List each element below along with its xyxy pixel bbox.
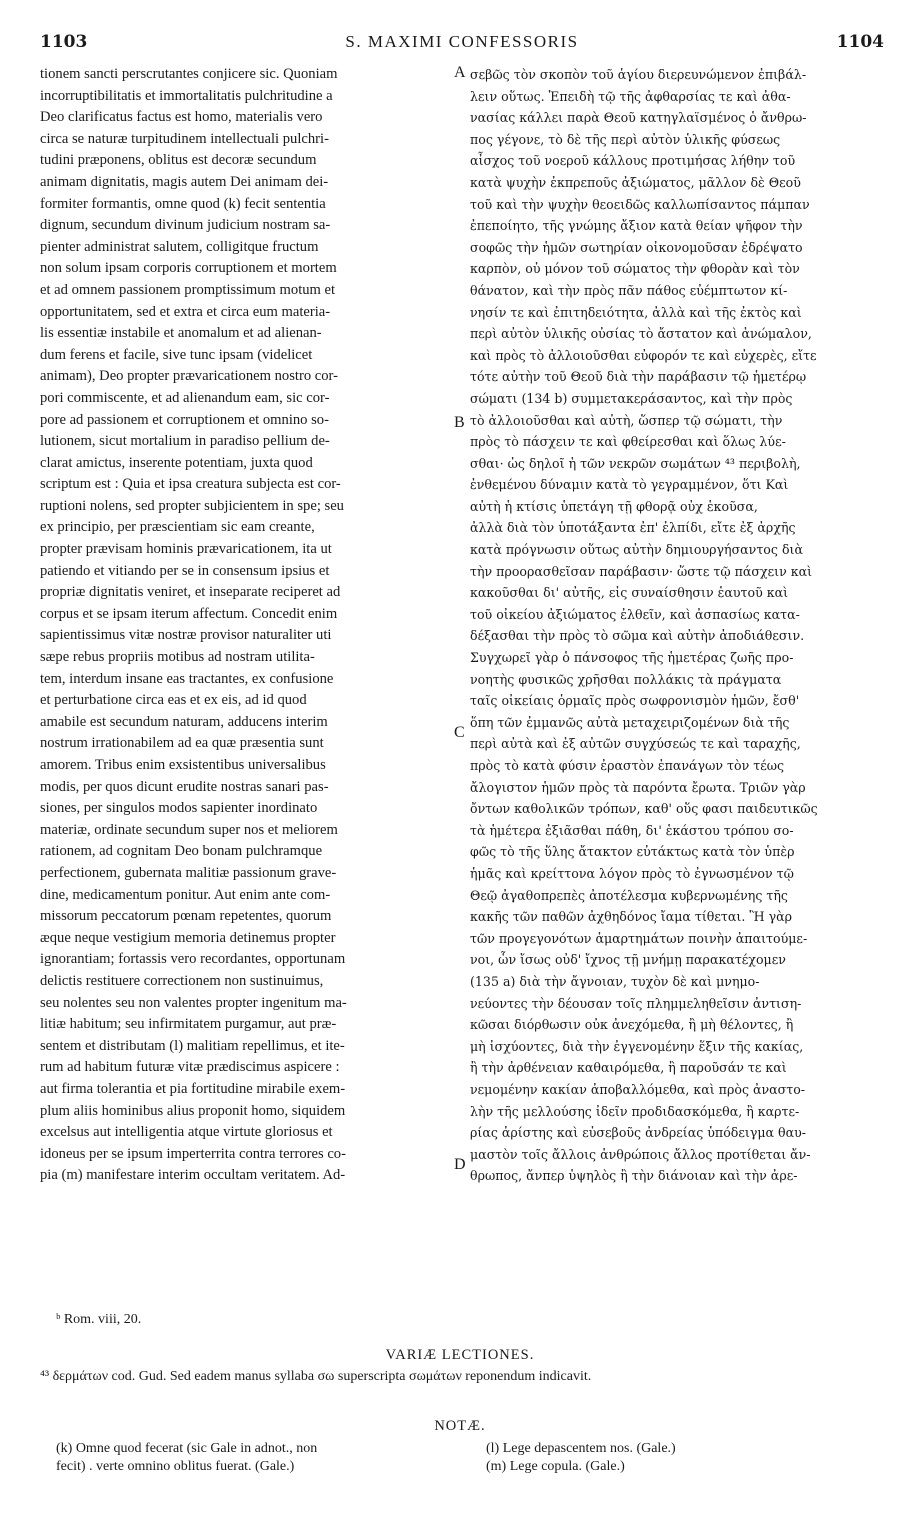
greek-text-line: νοι, ὧν ἴσως οὐδ' ἴχνος τῇ μνήμῃ παρακατέχομεν xyxy=(470,952,786,968)
greek-text-line: ἡμᾶς καὶ κρείττονα λόγον πρὸς τὸ ἐγνωσμένον τῷ xyxy=(470,865,794,881)
latin-text-line: materiæ, ordinate secundum super nos et meliorem xyxy=(40,821,338,838)
latin-text-line: pia (m) manifestare interim occultam veritatem. Ad- xyxy=(40,1167,346,1184)
greek-text-line: κακῆς τῶν παθῶν ἀχθηδόνος ἴαμα τίθεται. Ἢ γὰρ xyxy=(470,909,793,925)
greek-text-line: δέξασθαι τὴν πρὸς τὸ σῶμα καὶ αὐτὴν ἀποδιάθεσιν. xyxy=(470,628,805,644)
greek-text-line: νοητὴς φυσικῶς χρῆσθαι πολλάκις τὰ πράγματα xyxy=(470,671,782,687)
latin-text-line: tudini præponens, oblitus est decoræ secundum xyxy=(40,152,317,169)
latin-text-line: scriptum est : Quia et ipsa creatura subjecta est cor- xyxy=(40,476,341,493)
latin-text-line: dine, medicamentum ponitur. Aut enim ante com- xyxy=(40,886,331,903)
greek-text-line: καὶ πρὸς τὸ ἀλλοιοῦσθαι εὐφορόν τε καὶ εὐχερὲς, εἴτε xyxy=(470,347,817,363)
notae-left-column xyxy=(56,1440,436,1476)
greek-text-line: σεβῶς τὸν σκοπὸν τοῦ ἁγίου διερευνώμενον ἐπιβάλ- xyxy=(470,67,807,82)
greek-text-line: θρωπος, ἄνπερ ὑψηλὸς ἢ τὴν διάνοιαν καὶ τὴν ἀρε- xyxy=(470,1168,798,1184)
latin-text-line: rum ad habitum futuræ vitæ prædiscimus aspicere : xyxy=(40,1059,340,1076)
latin-text-line: et ad omnem passionem promptissimum motum et xyxy=(40,281,336,298)
latin-text-line: idoneus per se ipsum imperterrita contra terrores co- xyxy=(40,1145,346,1162)
greek-text-line: ἀλλὰ διὰ τὸν ὑποτάξαντα ἐπ' ἐλπίδι, εἴτε ἐξ ἀρχῆς xyxy=(470,520,796,536)
greek-text-line: περὶ αὐτὰ καὶ ἐξ αὐτῶν συγχύσεώς τε καὶ ταραχῆς, xyxy=(470,736,801,752)
greek-text-line: ἢ τὴν ἀρθένειαν καθαιρόμεθα, ἢ παροῦσάν τε καὶ xyxy=(470,1060,787,1076)
notae-right-column xyxy=(486,1440,866,1476)
greek-text-line: νησίν τε καὶ ἐπιτηδειότητα, ἀλλὰ καὶ τῆς ἐκτὸς καὶ xyxy=(470,304,802,320)
greek-text-line: μὴ ἰσχύοντες, διὰ τὴν ἐγγενομένην ἕξιν τῆς κακίας, xyxy=(470,1038,804,1054)
greek-text-line: ἐπεποίητο, τῆς γνώμης ἄξιον κατὰ θείαν ψῆφον τὴν xyxy=(470,218,803,234)
latin-text-line: pore ad passionem et corruptionem et omnino so- xyxy=(40,411,329,428)
greek-text-line: κῶσαι διόρθωσιν οὐκ ἀνεχόμεθα, ἢ μὴ θέλοντες, ἢ xyxy=(470,1017,794,1033)
section-letter-b: B xyxy=(454,414,465,431)
greek-text-line: κατὰ ψυχὴν ἐκπρεποῦς ἀξιώματος, μᾶλλον δὲ Θεοῦ xyxy=(470,174,801,190)
greek-text-line: ταῖς οἰκείαις ὁρμαῖς πρὸς σωφρονισμὸν ἡμῶν, ἔσθ' xyxy=(470,693,800,709)
latin-text-line: Deo clarificatus factus est homo, materialis vero xyxy=(40,109,323,126)
latin-text-line: non solum ipsam corporis corruptionem et mortem xyxy=(40,260,337,277)
latin-text-line: siones, per singulos modos sapienter inordinato xyxy=(40,800,318,817)
latin-text-line: ruptioni nolens, sed propter subjicientem in spe; seu xyxy=(40,497,344,514)
greek-text-line: αὐτὴ ἡ κτίσις ὑπετάγη τῇ φθορᾷ οὐχ ἑκοῦσα, xyxy=(470,498,758,514)
latin-text-line: nostrum irrationabilem ad ea quæ præsentia sunt xyxy=(40,735,324,752)
latin-text-line: dignum, secundum divinum judicium nostram sa- xyxy=(40,217,331,234)
latin-text-line: seu nolentes seu non valentes propter ingenitum ma- xyxy=(40,994,347,1011)
latin-text-line: ignorantiam; fortassis vero recordantes, opportunam xyxy=(40,951,346,968)
greek-text-line: φῶς τὸ τῆς ὕλης ἄτακτον εὐτάκτως κατὰ τὸν ὑπὲρ xyxy=(470,844,795,860)
running-title: S. MAXIMI CONFESSORIS xyxy=(345,32,579,51)
greek-text-line: ὄντων καθολικῶν τρόπων, καθ' οὕς φασι παιδευτικῶς xyxy=(470,801,818,817)
latin-text-line: sæpe rebus propriis motibus ad nostram utilita- xyxy=(40,649,315,666)
note-line: (k) Omne quod fecerat (sic Gale in adnot., non xyxy=(56,1441,318,1456)
greek-text-line: τοῦ καὶ τὴν ψυχὴν θεοειδῶς καλλωπίσαντος πάμπαν xyxy=(470,196,810,212)
latin-text-line: rationem, ad cognitam Deo bonam pulchramque xyxy=(40,843,323,860)
greek-text-line: τότε αὐτὴν τοῦ Θεοῦ διὰ τὴν παράβασιν τῷ ἡμετέρῳ xyxy=(470,369,807,385)
latin-text-line: lutionem, sicut mortalium in paradiso pellium de- xyxy=(40,433,330,450)
note-line: (m) Lege copula. (Gale.) xyxy=(486,1459,625,1474)
greek-text-line: Θεῷ ἀγαθοπρεπὲς ἀποτέλεσμα κυβερνωμένης τῆς xyxy=(470,887,788,903)
greek-text-line: λὴν τῆς μελλούσης ἰδεῖν προδιδασκόμεθα, ἢ καρτε- xyxy=(470,1103,800,1119)
latin-text-line: plum aliis hominibus alius proponit homo, siquidem xyxy=(40,1102,346,1119)
greek-text-line: πρὸς τὸ πάσχειν τε καὶ φθείρεσθαι καὶ ὅλως λύε- xyxy=(470,434,786,450)
greek-text-line: (135 a) διὰ τὴν ἄγνοιαν, τυχὸν δὲ καὶ μνημο- xyxy=(470,973,760,989)
latin-column xyxy=(40,64,452,1187)
latin-text-line: clarat amictus, inserente potentiam, juxta quod xyxy=(40,454,313,471)
greek-text-line: τὰ ἡμέτερα ἐξιᾶσθαι πάθη, δι' ἑκάστου τρόπου σο- xyxy=(470,822,794,838)
greek-text-line: Συγχωρεῖ γὰρ ὁ πάνσοφος τῆς ἡμετέρας ζωῆς προ- xyxy=(470,650,794,666)
note-line: fecit) . verte omnino oblitus fuerat. (Gale.) xyxy=(56,1459,295,1474)
latin-text-line: propter prævisam hominis prævaricationem, ita ut xyxy=(40,541,332,558)
latin-text-line: sapientissimus vitæ nostræ provisor naturaliter uti xyxy=(40,627,332,644)
greek-text-line: θάνατον, καὶ τὴν πρὸς πᾶν πάθος εὐέμπτωτον κί- xyxy=(470,282,788,298)
greek-text-line: ὅπη τῶν ἐμμανῶς αὐτὰ μεταχειριζομένων διὰ τῆς xyxy=(470,714,790,730)
latin-text-line: incorruptibilitatis et immortalitatis pulchritudine a xyxy=(40,87,333,104)
latin-text-line: perfectionem, gubernata malitiæ passionum grave- xyxy=(40,864,337,881)
latin-text-line: delictis restituere correctionem non sustinuimus, xyxy=(40,972,324,989)
latin-text-line: circa se naturæ turpitudinem intellectuali pulchri- xyxy=(40,130,329,147)
latin-text-line: pienter administrat salutem, colligitque fructum xyxy=(40,238,319,255)
page-number-right: 1104 xyxy=(836,32,884,52)
greek-text-line: μαστὸν τοῖς ἄλλοις ἀνθρώποις ἄλλος προτίθεται ἄν- xyxy=(470,1146,811,1162)
latin-text-line: lis essentiæ instabile et anomalum et ad alienan- xyxy=(40,325,322,342)
latin-text-line: aut firma tolerantia et pia fortitudine mirabile exem- xyxy=(40,1080,346,1097)
greek-text-line: τῶν προγεγονότων ἁμαρτημάτων ποινὴν ἀπαιτούμε- xyxy=(470,930,808,946)
greek-text-line: ἄλογιστον ἡμῶν πρὸς τὰ παρόντα ἔρωτα. Τριῶν γὰρ xyxy=(470,779,806,795)
section-letter-a: A xyxy=(454,64,466,81)
greek-column xyxy=(470,64,880,1187)
latin-text-line: patiendo et vitiando per se in consensum ipsius et xyxy=(40,562,330,579)
greek-text-line: κατὰ πρόγνωσιν οὕτως αὐτὴν δημιουργήσαντος διὰ xyxy=(470,542,803,558)
greek-text-line: ἐνθεμένου δύναμιν κατὰ τὸ γεγραμμένον, ὅτι Καὶ xyxy=(470,477,789,493)
greek-text-line: κακοῦσθαι δι' αὐτῆς, εἰς συναίσθησιν ἑαυτοῦ καὶ xyxy=(470,585,789,601)
latin-text-line: tionem sancti perscrutantes conjicere sic. Quoniam xyxy=(40,66,338,82)
latin-text-line: opportunitatem, sed et extra et circa eum materia- xyxy=(40,303,331,320)
greek-text-line: σθαι· ὡς δηλοῖ ἡ τῶν νεκρῶν σωμάτων ⁴³ περιβολὴ, xyxy=(470,455,801,471)
greek-text-line: νεύοντες τὴν δέουσαν τοῖς πλημμεληθεῖσιν ἀντιση- xyxy=(470,995,802,1011)
latin-text-line: sentem et distributam (l) malitiam repellimus, et ite- xyxy=(40,1037,345,1054)
greek-text-line: καρπὸν, οὐ μόνον τοῦ σώματος τὴν φθορὰν καὶ τὸν xyxy=(470,261,800,277)
section-letter-c: C xyxy=(454,724,465,741)
latin-text-line: amorem. Tribus enim exsistentibus universalibus xyxy=(40,757,326,773)
latin-text-line: tem, interdum insane eas tractantes, ex confusione xyxy=(40,670,334,687)
greek-text-line: τὸ ἀλλοιοῦσθαι καὶ αὐτὴ, ὥσπερ τῷ σώματι, τὴν xyxy=(470,412,783,428)
latin-text-line: pori commiscente, et ad alienandum eam, sic cor- xyxy=(40,389,330,406)
latin-text-line: ex principio, per præscientiam sic eam creante, xyxy=(40,519,315,536)
greek-text-line: τοῦ οἰκείου ἀξιώματος ἐλθεῖν, καὶ ἀσπασίως κατα- xyxy=(470,606,800,622)
greek-text-line: ρίας ἀρίστης καὶ εὐσεβοῦς ἀνδρείας ὑπόδειγμα θαυ- xyxy=(470,1125,807,1141)
latin-text-line: corpus et se ipsam iterum affectum. Concedit enim xyxy=(40,605,338,622)
variae-lectiones-title: VARIÆ LECTIONES. xyxy=(385,1347,535,1363)
scripture-footnote: ᵇ Rom. viii, 20. xyxy=(56,1312,142,1327)
section-letter-d: D xyxy=(454,1156,466,1173)
greek-text-line: αἶσχος τοῦ νοεροῦ κάλλους προτιμήσας λήθην τοῦ xyxy=(470,153,796,169)
latin-text-line: missorum peccatorum pœnam repetentes, quorum xyxy=(40,908,332,925)
latin-text-line: litiæ habitum; seu infirmitatem purgamur, aut præ- xyxy=(40,1016,337,1033)
latin-text-line: excelsus aut intelligentia atque virtute gloriosus et xyxy=(40,1124,333,1141)
latin-text-line: et perturbatione circa eas et ex eis, ad id quod xyxy=(40,692,307,709)
variae-lectiones-text: ⁴³ δερμάτων cod. Gud. Sed eadem manus syllaba σω superscripta σωμάτων reponendum indicavit. xyxy=(40,1369,592,1384)
notae-title: NOTÆ. xyxy=(434,1418,486,1434)
latin-text-line: modis, per quos dicunt erudite nostras sanari pas- xyxy=(40,778,329,795)
greek-text-line: νεμομένην κακίαν ἀποβαλλόμεθα, καὶ πρὸς ἀναστο- xyxy=(470,1081,806,1097)
latin-text-line: formiter formantis, omne quod (k) fecit sententia xyxy=(40,195,326,212)
latin-text-line: animam dignitatis, magis autem Dei animam dei- xyxy=(40,173,329,190)
running-header xyxy=(40,32,884,60)
latin-text-line: propriæ dignitatis veniret, et inseparate reciperet ad xyxy=(40,584,341,601)
latin-text-line: amabile est secundum naturam, adducens interim xyxy=(40,713,328,730)
greek-text-line: νασίας κάλλει παρὰ Θεοῦ κατηγλαϊσμένος ὁ ἄνθρω- xyxy=(470,110,807,126)
latin-text-line: dum ferens et facile, sive tunc ipsam (videlicet xyxy=(40,346,313,363)
latin-text-line: animam), Deo propter prævaricationem nostro cor- xyxy=(40,368,338,385)
page-number-left: 1103 xyxy=(40,32,88,52)
greek-text-line: τὴν προορασθεῖσαν παράβασιν· ὥστε τῷ πάσχειν καὶ xyxy=(470,563,813,579)
greek-text-line: πρὸς τὸ κατὰ φύσιν ἐραστὸν ἐπανάγων τὸν τέως xyxy=(470,758,785,773)
greek-text-line: σοφῶς τὴν ἡμῶν σωτηρίαν οἰκονομοῦσαν ἐδρέψατο xyxy=(470,239,803,255)
greek-text-line: πος γέγονε, τὸ δὲ τῆς περὶ αὐτὸν ὑλικῆς φύσεως xyxy=(470,131,781,147)
latin-text-line: æque neque vestigium memoria detinemus propter xyxy=(40,929,336,946)
greek-text-line: σώματι (134 b) συμμετακεράσαντος, καὶ τὴν πρὸς xyxy=(470,390,793,406)
greek-text-line: λειν οὕτως. Ἐπειδὴ τῷ τῆς ἀφθαρσίας τε καὶ ἀθα- xyxy=(470,88,791,104)
note-line: (l) Lege depascentem nos. (Gale.) xyxy=(486,1441,676,1456)
greek-text-line: περὶ αὐτὸν ὑλικῆς οὐσίας τὸ ἄστατον καὶ ἀνώμαλον, xyxy=(470,326,812,342)
